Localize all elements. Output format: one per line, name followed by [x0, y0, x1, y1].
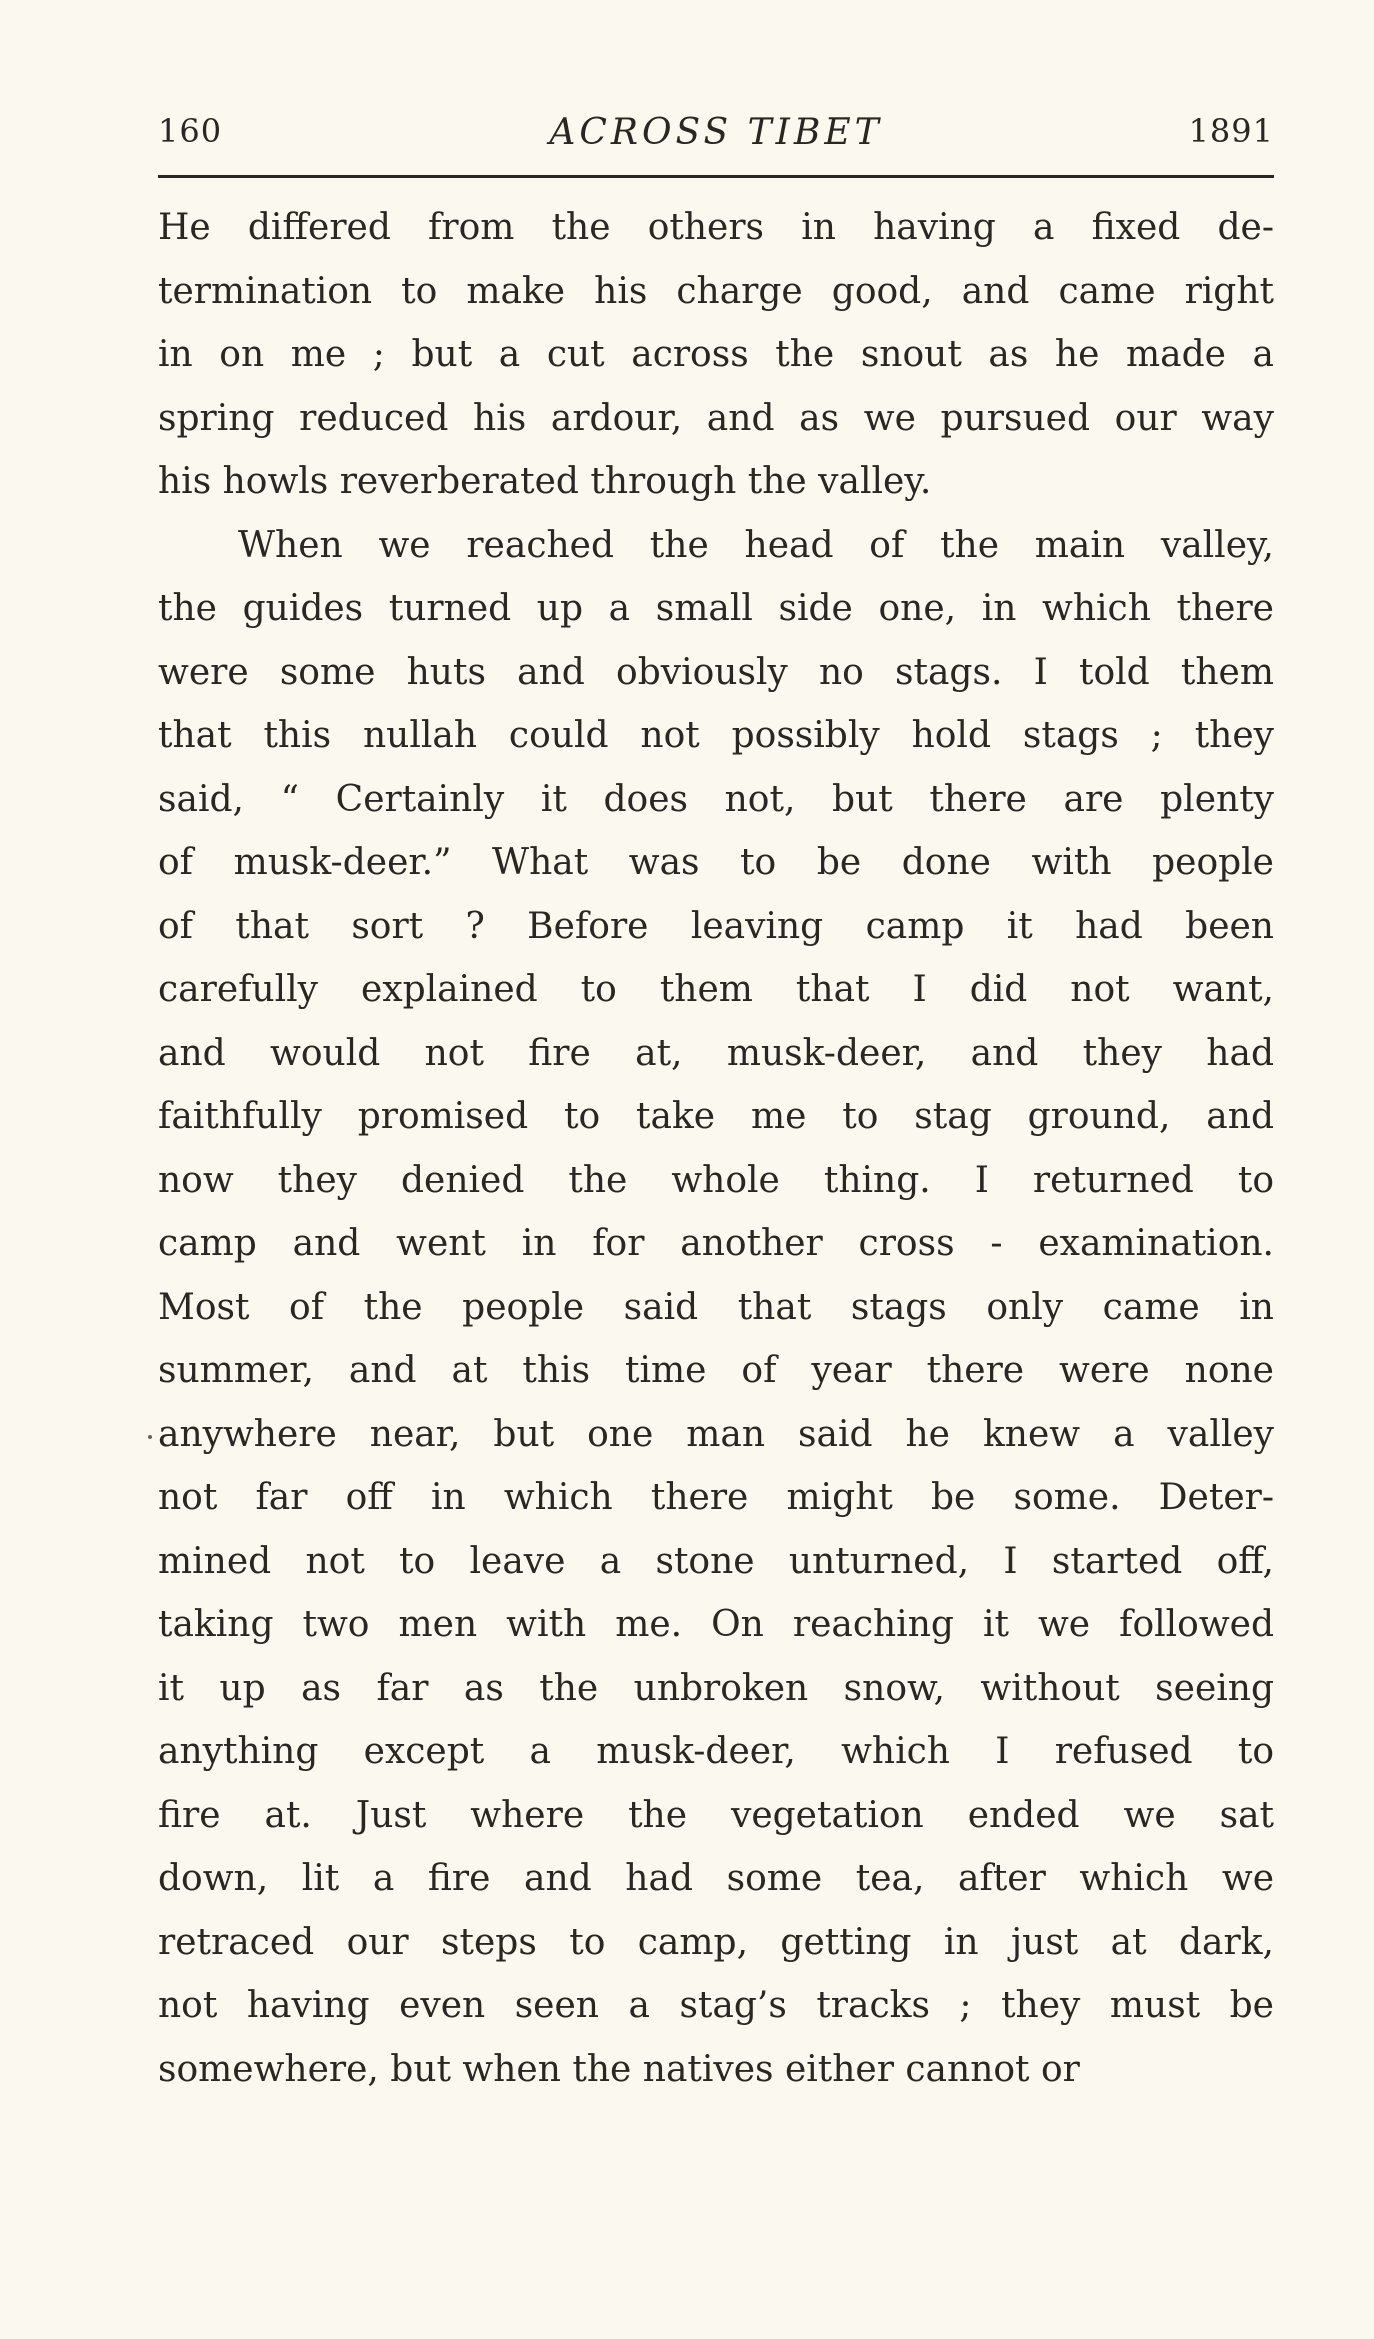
text-line: faithfully promised to take me to stag ground, and — [158, 1096, 1274, 1137]
paragraph — [158, 514, 1274, 2102]
text-line: taking two men with me. On reaching it we followed — [158, 1604, 1274, 1645]
text-line: said, “ Certainly it does not, but there are plenty — [158, 778, 1274, 820]
text-line: spring reduced his ardour, and as we pursued our way — [158, 397, 1274, 439]
text-line: anywhere near, but one man said he knew a valley — [158, 1413, 1274, 1455]
text-line: that this nullah could not possibly hold stags ; they — [158, 715, 1274, 756]
text-line: He differed from the others in having a fixed de- — [158, 207, 1274, 248]
text-line: of musk-deer.” What was to be done with people — [158, 842, 1274, 883]
text-line: in on me ; but a cut across the snout as he made a — [158, 334, 1274, 375]
text-line: carefully explained to them that I did not want, — [158, 969, 1274, 1010]
text-line: anything except a musk-deer, which I refused to — [158, 1731, 1274, 1772]
header-year: 1891 — [1188, 112, 1274, 150]
text-line: his howls reverberated through the valley. — [158, 461, 932, 502]
text-line: fire at. Just where the vegetation ended we sat — [158, 1794, 1274, 1836]
running-header — [158, 112, 1274, 162]
text-line: Most of the people said that stags only came in — [158, 1286, 1274, 1328]
text-line: it up as far as the unbroken snow, without seeing — [158, 1667, 1274, 1709]
text-line: retraced our steps to camp, getting in just at dark, — [158, 1921, 1274, 1963]
text-line: When we reached the head of the main valley, — [238, 524, 1274, 566]
text-line: now they denied the whole thing. I returned to — [158, 1159, 1274, 1201]
paragraph — [158, 196, 1274, 514]
text-line: camp and went in for another cross - examination. — [158, 1223, 1274, 1264]
header-rule — [158, 175, 1274, 178]
text-line: mined not to leave a stone unturned, I started off, — [158, 1540, 1274, 1582]
running-title: ACROSS TIBET — [549, 112, 883, 153]
text-line: somewhere, but when the natives either cannot or — [158, 2048, 1080, 2090]
text-line: were some huts and obviously no stags. I told them — [158, 651, 1274, 693]
page-number: 160 — [158, 112, 223, 150]
text-line: and would not fire at, musk-deer, and they had — [158, 1032, 1274, 1074]
text-line: not far off in which there might be some. Deter- — [158, 1477, 1274, 1518]
text-line: down, lit a fire and had some tea, after which we — [158, 1858, 1274, 1899]
text-line: not having even seen a stag’s tracks ; they must be — [158, 1985, 1274, 2026]
text-line: the guides turned up a small side one, in which there — [158, 588, 1274, 629]
text-line: summer, and at this time of year there were none — [158, 1350, 1274, 1391]
text-line: of that sort ? Before leaving camp it had been — [158, 905, 1274, 947]
text-line: termination to make his charge good, and came right — [158, 270, 1274, 312]
margin-mark — [148, 1435, 152, 1439]
body-text — [158, 196, 1274, 2101]
